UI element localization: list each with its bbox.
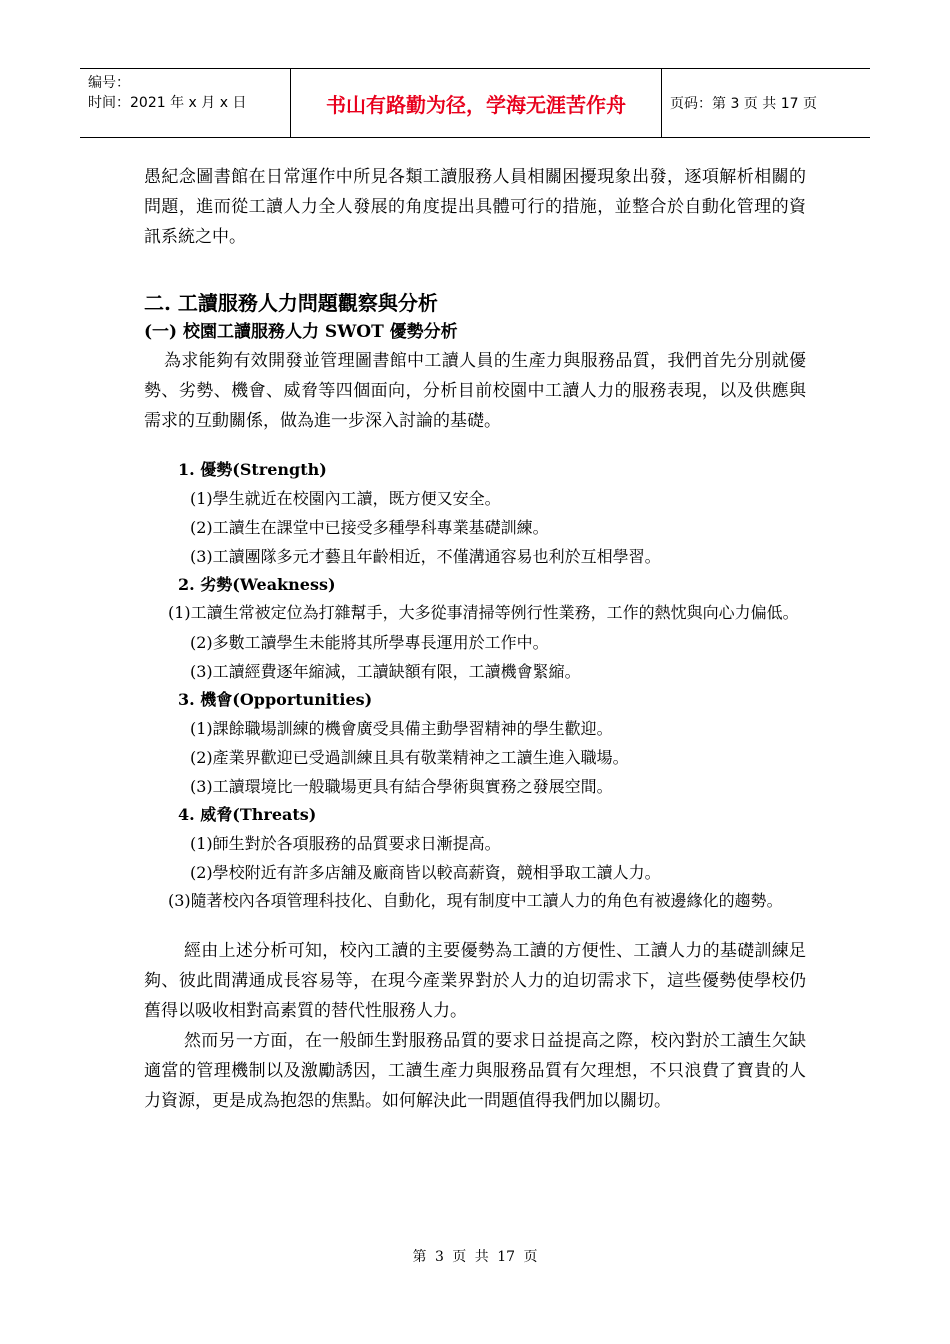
conclusion-paragraph: 然而另一方面，在一般師生對服務品質的要求日益提高之際，校內對於工讀生欠缺適當的管理機制以及激勵誘因，工讀生產力與服務品質有欠理想，不只浪費了寶貴的人力資源，更是成為抱怨的焦點。如何解決此一問題值得我們加以關切。 (144, 1031, 806, 1111)
swot-item: (2)工讀生在課堂中已接受多種學科專業基礎訓練。 (190, 518, 549, 537)
document-date: 时间：2021 年 x 月 x 日 (88, 95, 247, 111)
subsection-title: (一) 校園工讀服務人力 SWOT 優勢分析 (144, 322, 458, 342)
swot-item: (3)工讀團隊多元才藝且年齡相近，不僅溝通容易也利於互相學習。 (190, 547, 661, 566)
document-body (144, 162, 806, 1116)
spacer (144, 916, 806, 936)
swot-item: (3)工讀經費逐年縮減，工讀缺額有限，工讀機會緊縮。 (190, 662, 581, 681)
swot-weakness (144, 571, 806, 686)
swot-item: (1)工讀生常被定位為打雜幫手，大多從事清掃等例行性業務，工作的熱忱與向心力偏低。 (168, 603, 799, 622)
intro-paragraph: 愚紀念圖書館在日常運作中所見各類工讀服務人員相關困擾現象出發，逐項解析相關的問題，進而從工讀人力全人發展的角度提出具體可行的措施，並整合於自動化管理的資訊系統之中。 (144, 167, 806, 247)
swot-item: (1)學生就近在校園內工讀，既方便又安全。 (190, 489, 501, 508)
swot-item: (3)工讀環境比一般職場更具有結合學術與實務之發展空間。 (190, 777, 613, 796)
swot-item: (2)產業界歡迎已受過訓練且具有敬業精神之工讀生進入職場。 (190, 748, 629, 767)
page-header (80, 68, 870, 138)
swot-item: (3)隨著校內各項管理科技化、自動化，現有制度中工讀人力的角色有被邊緣化的趨勢。 (168, 891, 783, 910)
header-page-info: 页码：第 3 页 共 17 页 (670, 96, 817, 112)
swot-item: (1)師生對於各項服務的品質要求日漸提高。 (190, 834, 501, 853)
subsection-intro: 為求能夠有效開發並管理圖書館中工讀人員的生產力與服務品質，我們首先分別就優勢、劣勢、機會、威脅等四個面向，分析目前校園中工讀人力的服務表現，以及供應與需求的互動關係，做為進一步深入討論的基礎。 (144, 351, 806, 431)
page-footer: 第 3 页 共 17 页 (412, 1249, 538, 1265)
swot-title: 4. 威脅(Threats) (178, 805, 317, 824)
swot-item: (1)課餘職場訓練的機會廣受具備主動學習精神的學生歡迎。 (190, 719, 613, 738)
section-title: 二. 工讀服務人力問題觀察與分析 (144, 291, 438, 315)
swot-opportunities (144, 686, 806, 801)
header-motto: 书山有路勤为径，学海无涯苦作舟 (291, 69, 662, 137)
spacer (144, 252, 806, 288)
spacer (144, 436, 806, 456)
swot-strength (144, 456, 806, 571)
header-meta (80, 69, 291, 137)
swot-title: 1. 優勢(Strength) (178, 460, 327, 479)
swot-item: (2)學校附近有許多店舖及廠商皆以較高薪資，競相爭取工讀人力。 (190, 863, 661, 882)
swot-title: 3. 機會(Opportunities) (178, 690, 373, 709)
swot-title: 2. 劣勢(Weakness) (178, 575, 336, 594)
swot-threats (144, 801, 806, 911)
swot-item: (2)多數工讀學生未能將其所學專長運用於工作中。 (190, 633, 549, 652)
conclusion-paragraph: 經由上述分析可知，校內工讀的主要優勢為工讀的方便性、工讀人力的基礎訓練足夠、彼此間溝通成長容易等，在現今產業界對於人力的迫切需求下，這些優勢使學校仍舊得以吸收相對高素質的替代性服務人力。 (144, 941, 806, 1021)
document-number-label: 编号： (88, 75, 130, 91)
